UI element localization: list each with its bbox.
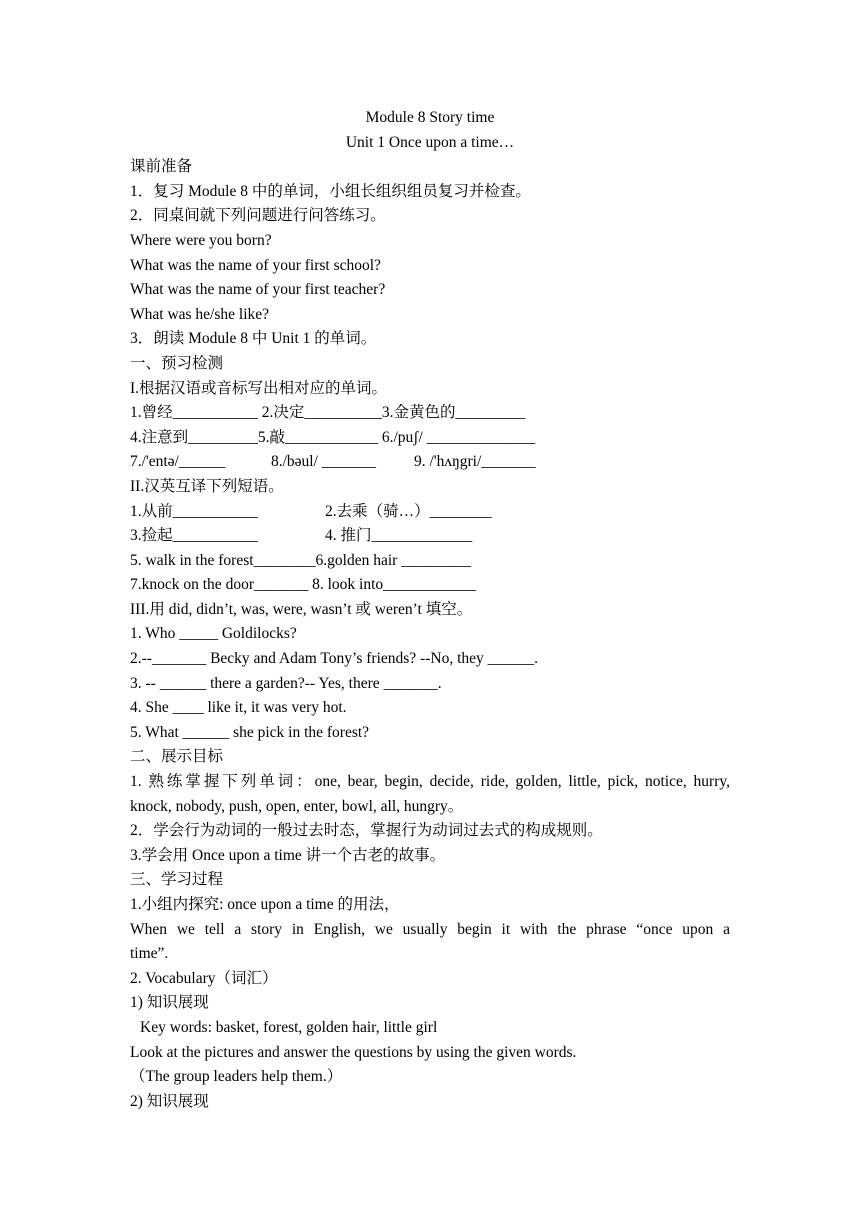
part2-heading: II.汉英互译下列短语。 bbox=[130, 477, 284, 495]
question-school: What was the name of your first school? bbox=[130, 256, 381, 274]
part1-row-1: 1.曾经___________ 2.决定__________3.金黄色的_________ bbox=[130, 404, 526, 422]
process-2-vocabulary: 2. Vocabulary（词汇） bbox=[130, 969, 278, 987]
goal-1-line-1: 1. 熟练掌握下列单词：one, bear, begin, decide, ride, golden, little, pick, notice, hurry, bbox=[130, 773, 730, 791]
process-1-paragraph-line-2: time”. bbox=[130, 945, 169, 963]
process-1: 1.小组内探究: once upon a time 的用法， bbox=[130, 896, 400, 913]
part2-row-3: 5. walk in the forest________6.golden hair _________ bbox=[130, 551, 471, 569]
part2-item-3: 3.捡起___________ bbox=[130, 527, 258, 545]
group-leaders-note: （The group leaders help them.） bbox=[130, 1068, 343, 1086]
process-1-paragraph-line-1: When we tell a story in English, we usually begin it with the phrase “once upon a bbox=[130, 920, 730, 938]
part3-item-3: 3. -- ______ there a garden?-- Yes, there _______. bbox=[130, 674, 442, 692]
part2-row-4: 7.knock on the door_______ 8. look into____________ bbox=[130, 576, 477, 594]
prep-item-1: 1．复习 Module 8 中的单词，小组长组织组员复习并检查。 bbox=[130, 182, 531, 200]
part1-heading: I.根据汉语或音标写出相对应的单词。 bbox=[130, 379, 388, 397]
part3-item-1: 1. Who _____ Goldilocks? bbox=[130, 625, 297, 643]
part2-item-4: 4. 推门_____________ bbox=[325, 527, 473, 545]
part2-row-1 bbox=[130, 500, 730, 525]
goal-3: 3.学会用 Once upon a time 讲一个古老的故事。 bbox=[130, 846, 446, 864]
question-like: What was he/she like? bbox=[130, 305, 270, 323]
part2-item-2: 2.去乘（骑…）________ bbox=[325, 502, 492, 520]
part1-row-3 bbox=[130, 450, 730, 475]
part1-item-9: 9. /'hʌŋgri/_______ bbox=[414, 453, 536, 471]
section-heading-3: 三、学习过程 bbox=[130, 871, 224, 889]
section-heading-1: 一、预习检测 bbox=[130, 354, 224, 372]
question-teacher: What was the name of your first teacher? bbox=[130, 281, 386, 299]
unit-subtitle: Unit 1 Once upon a time… bbox=[345, 133, 515, 151]
prep-item-2: 2．同桌间就下列问题进行问答练习。 bbox=[130, 207, 386, 225]
key-words: Key words: basket, forest, golden hair, little girl bbox=[140, 1018, 438, 1036]
part3-item-5: 5. What ______ she pick in the forest? bbox=[130, 723, 370, 741]
part3-heading: III.用 did, didn’t, was, were, wasn’t 或 weren’t 填空。 bbox=[130, 600, 473, 618]
module-title: Module 8 Story time bbox=[365, 109, 495, 126]
part2-row-2 bbox=[130, 524, 730, 549]
goal-2: 2．学会行为动词的一般过去时态，掌握行为动词过去式的构成规则。 bbox=[130, 822, 603, 840]
part1-item-8: 8./bəul/ _______ bbox=[271, 453, 377, 471]
question-born: Where were you born? bbox=[130, 231, 272, 249]
process-2-sub-2: 2) 知识展现 bbox=[130, 1092, 209, 1110]
part3-item-2: 2.--_______ Becky and Adam Tony’s friends? --No, they ______. bbox=[130, 650, 539, 668]
prep-item-3: 3．朗读 Module 8 中 Unit 1 的单词。 bbox=[130, 330, 377, 348]
goal-1-line-2: knock, nobody, push, open, enter, bowl, all, hungry。 bbox=[130, 797, 464, 815]
part3-item-4: 4. She ____ like it, it was very hot. bbox=[130, 699, 347, 717]
look-instruction: Look at the pictures and answer the questions by using the given words. bbox=[130, 1043, 577, 1061]
section-heading-2: 二、展示目标 bbox=[130, 748, 224, 766]
document-content bbox=[130, 106, 730, 1114]
part1-item-7: 7./'entə/______ bbox=[130, 453, 226, 471]
process-2-sub-1: 1) 知识展现 bbox=[130, 994, 209, 1012]
part2-item-1: 1.从前___________ bbox=[130, 502, 258, 520]
prep-heading: 课前准备 bbox=[130, 158, 193, 176]
part1-row-2: 4.注意到_________5.敲____________ 6./puʃ/ ______________ bbox=[130, 428, 536, 446]
